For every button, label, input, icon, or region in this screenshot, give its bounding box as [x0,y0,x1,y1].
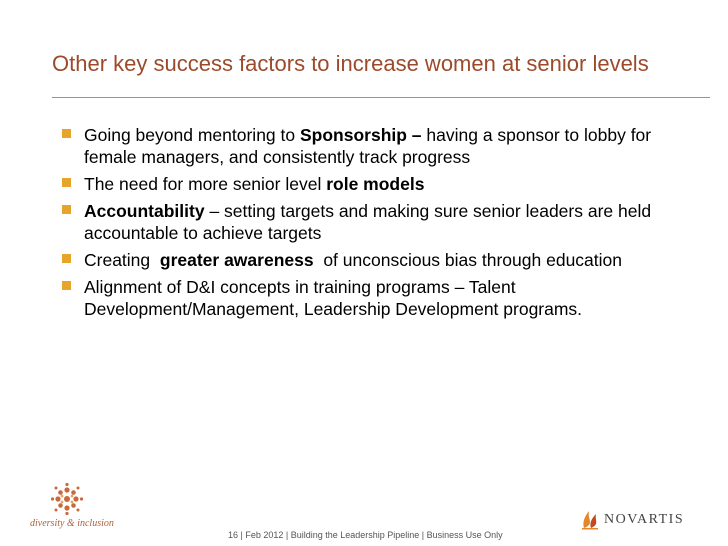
bullet-square-icon [62,205,71,214]
bullet-square-icon [62,178,71,187]
slide-footer: 16 | Feb 2012 | Building the Leadership Pipeline | Business Use Only [228,530,503,540]
bullet-item [62,124,672,168]
bullet-square-icon [62,254,71,263]
bullet-emphasis: Sponsorship – [299,125,422,145]
bullet-text: – setting targets and making sure senior leaders are held accountable to achieve targets [84,201,656,243]
bullet-text: The need for more senior level [84,174,327,194]
bullet-emphasis: Accountability [84,201,205,221]
title-divider [52,97,710,98]
novartis-flame-icon [580,508,600,530]
bullet-square-icon [62,281,71,290]
diversity-logo-text: diversity & inclusion [30,518,114,529]
novartis-logo [580,508,710,532]
bullet-text: Going beyond mentoring to [84,125,300,145]
bullet-item [62,249,672,271]
bullet-text: Creating [84,250,160,270]
novartis-logo-text: NOVARTIS [604,512,685,527]
bullet-text: of unconscious bias through education [313,250,622,270]
bullet-item [62,200,672,244]
diversity-flower-icon [50,482,84,516]
bullet-item [62,173,672,195]
bullet-text: having a sponsor to lobby for female managers, and consistently track progress [84,125,656,167]
slide-title: Other key success factors to increase women at senior levels [52,51,649,76]
bullet-emphasis: role models [326,174,425,194]
diversity-inclusion-logo [30,482,114,530]
bullet-square-icon [62,129,71,138]
bullet-emphasis: greater awareness [159,250,314,270]
bullet-list [62,124,672,325]
bullet-item [62,276,672,320]
bullet-text: Alignment of D&I concepts in training programs – Talent Development/Management, Leadership Development programs. [84,277,583,319]
